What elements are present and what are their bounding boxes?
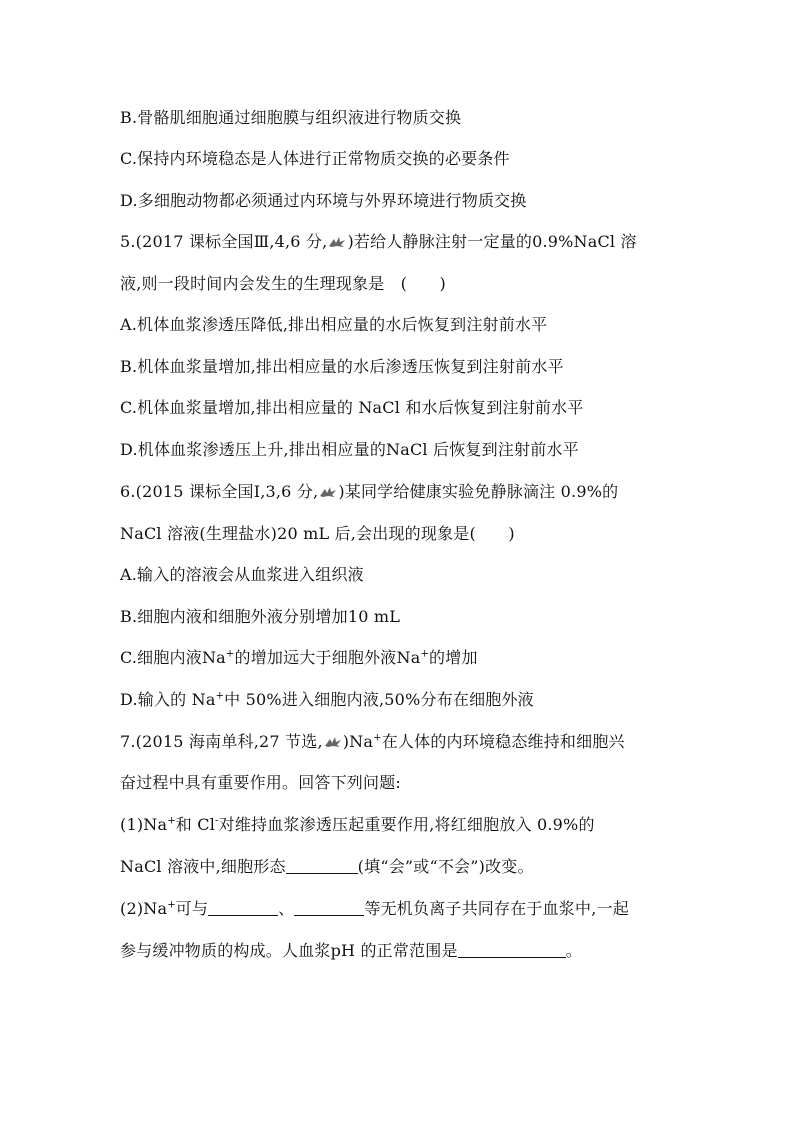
question-5-option-c: C.机体血浆量增加,排出相应量的 NaCl 和水后恢复到注射前水平 bbox=[120, 398, 584, 417]
question-5-stem-cont: 液,则一段时间内会发生的生理现象是 ( ) bbox=[120, 274, 446, 293]
option-c-prev: C.保持内环境稳态是人体进行正常物质交换的必要条件 bbox=[120, 149, 510, 168]
question-5-stem: 5.(2017 课标全国Ⅲ,4,6 分, )若给人静脉注射一定量的0.9%NaCl 溶 bbox=[120, 232, 637, 251]
question-6-option-b: B.细胞内液和细胞外液分别增加10 mL bbox=[120, 607, 401, 626]
star-difficulty-icon bbox=[324, 736, 342, 748]
answer-blank[interactable] bbox=[286, 859, 358, 874]
question-6-option-a: A.输入的溶液会从血浆进入组织液 bbox=[120, 565, 364, 584]
question-7-part-2: (2)Na+可与 、 等无机负离子共同存在于血浆中,一起 bbox=[120, 899, 629, 918]
question-6-option-c: C.细胞内液Na+的增加远大于细胞外液Na+的增加 bbox=[120, 648, 478, 667]
question-6-stem-cont: NaCl 溶液(生理盐水)20 mL 后,会出现的现象是( ) bbox=[120, 524, 515, 543]
option-5b-prev: B.骨骼肌细胞通过细胞膜与组织液进行物质交换 bbox=[120, 108, 462, 127]
answer-blank[interactable] bbox=[458, 943, 566, 958]
question-7-part-1-cont: NaCl 溶液中,细胞形态 (填“会”或“不会”)改变。 bbox=[120, 857, 534, 876]
star-difficulty-icon bbox=[319, 486, 337, 498]
option-d-prev: D.多细胞动物都必须通过内环境与外界环境进行物质交换 bbox=[120, 191, 527, 210]
star-difficulty-icon bbox=[328, 236, 346, 248]
question-5-option-a: A.机体血浆渗透压降低,排出相应量的水后恢复到注射前水平 bbox=[120, 315, 548, 334]
answer-blank[interactable] bbox=[208, 901, 278, 916]
question-5-option-b: B.机体血浆量增加,排出相应量的水后渗透压恢复到注射前水平 bbox=[120, 357, 564, 376]
answer-blank[interactable] bbox=[294, 901, 364, 916]
question-6-option-d: D.输入的 Na+中 50%进入细胞内液,50%分布在细胞外液 bbox=[120, 690, 534, 709]
question-7-part-2-cont: 参与缓冲物质的构成。人血浆pH 的正常范围是 。 bbox=[120, 941, 582, 960]
question-7-stem-cont: 奋过程中具有重要作用。回答下列问题: bbox=[120, 773, 401, 792]
question-5-option-d: D.机体血浆渗透压上升,排出相应量的NaCl 后恢复到注射前水平 bbox=[120, 440, 579, 459]
question-7-stem: 7.(2015 海南单科,27 节选, )Na+在人体的内环境稳态维持和细胞兴 bbox=[120, 732, 625, 751]
question-6-stem: 6.(2015 课标全国Ⅰ,3,6 分, )某同学给健康实验免静脉滴注 0.9%的 bbox=[120, 482, 619, 501]
question-7-part-1: (1)Na+和 Cl-对维持血浆渗透压起重要作用,将红细胞放入 0.9%的 bbox=[120, 815, 595, 834]
